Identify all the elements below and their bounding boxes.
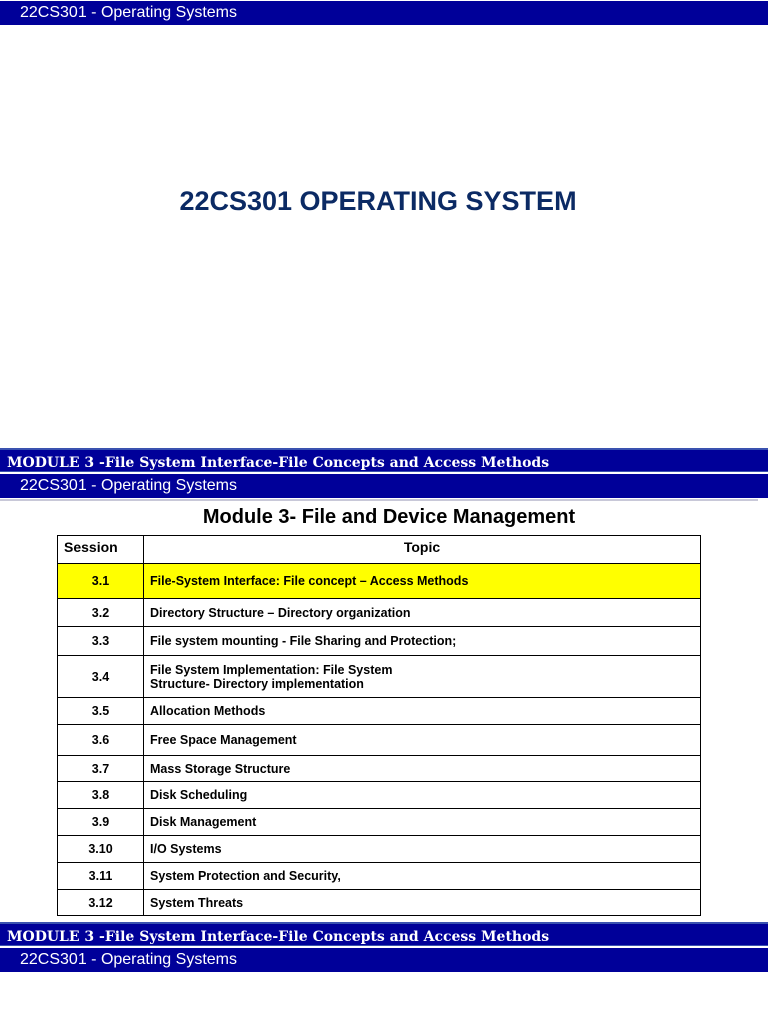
footer-module-title: MODULE 3 -File System Interface-File Concepts and Access Methods xyxy=(7,929,550,945)
session-topic-line: Structure- Directory implementation xyxy=(150,676,364,691)
session-topic: System Protection and Security, xyxy=(144,863,701,890)
session-number: 3.2 xyxy=(58,599,144,627)
footer-course-title: 22CS301 - Operating Systems xyxy=(20,477,237,494)
header-course-bar xyxy=(0,1,768,25)
slide-divider xyxy=(0,499,758,501)
table-row xyxy=(58,809,701,836)
table-row xyxy=(58,863,701,890)
session-number: 3.7 xyxy=(58,756,144,782)
footer-course-title: 22CS301 - Operating Systems xyxy=(20,951,237,968)
table-row xyxy=(58,564,701,599)
session-number: 3.5 xyxy=(58,698,144,725)
session-topic: System Threats xyxy=(144,890,701,916)
session-topic: Allocation Methods xyxy=(144,698,701,725)
session-table xyxy=(57,535,701,916)
footer-module-bar xyxy=(0,922,768,946)
module-table-title: Module 3- File and Device Management xyxy=(202,506,576,528)
session-topic: Mass Storage Structure xyxy=(144,756,701,782)
session-number: 3.9 xyxy=(58,809,144,836)
session-topic: File-System Interface: File concept – Access Methods xyxy=(144,564,701,599)
footer-course-bar xyxy=(0,948,768,972)
session-number: 3.11 xyxy=(58,863,144,890)
footer-course-bar xyxy=(0,474,768,498)
table-row xyxy=(58,890,701,916)
table-row xyxy=(58,782,701,809)
session-number: 3.6 xyxy=(58,725,144,756)
footer-module-bar xyxy=(0,448,768,472)
table-row xyxy=(58,698,701,725)
session-number: 3.3 xyxy=(58,627,144,656)
table-row xyxy=(58,836,701,863)
session-topic: I/O Systems xyxy=(144,836,701,863)
column-header-topic: Topic xyxy=(144,536,701,564)
session-number: 3.12 xyxy=(58,890,144,916)
slide-title: 22CS301 OPERATING SYSTEM xyxy=(179,186,577,216)
session-topic: File system mounting - File Sharing and Protection; xyxy=(144,627,701,656)
table-header-row xyxy=(58,536,701,564)
footer-module-title: MODULE 3 -File System Interface-File Concepts and Access Methods xyxy=(7,455,550,471)
session-number: 3.4 xyxy=(58,656,144,698)
session-topic-line: File System Implementation: File System xyxy=(150,662,393,677)
session-topic: Disk Scheduling xyxy=(144,782,701,809)
session-topic xyxy=(144,656,701,698)
column-header-session: Session xyxy=(58,536,144,564)
session-number: 3.1 xyxy=(58,564,144,599)
session-number: 3.8 xyxy=(58,782,144,809)
table-row xyxy=(58,656,701,698)
session-topic: Disk Management xyxy=(144,809,701,836)
header-course-title: 22CS301 - Operating Systems xyxy=(20,4,237,21)
table-row xyxy=(58,627,701,656)
table-row xyxy=(58,756,701,782)
session-topic: Directory Structure – Directory organization xyxy=(144,599,701,627)
table-row xyxy=(58,725,701,756)
table-row xyxy=(58,599,701,627)
session-topic: Free Space Management xyxy=(144,725,701,756)
session-number: 3.10 xyxy=(58,836,144,863)
